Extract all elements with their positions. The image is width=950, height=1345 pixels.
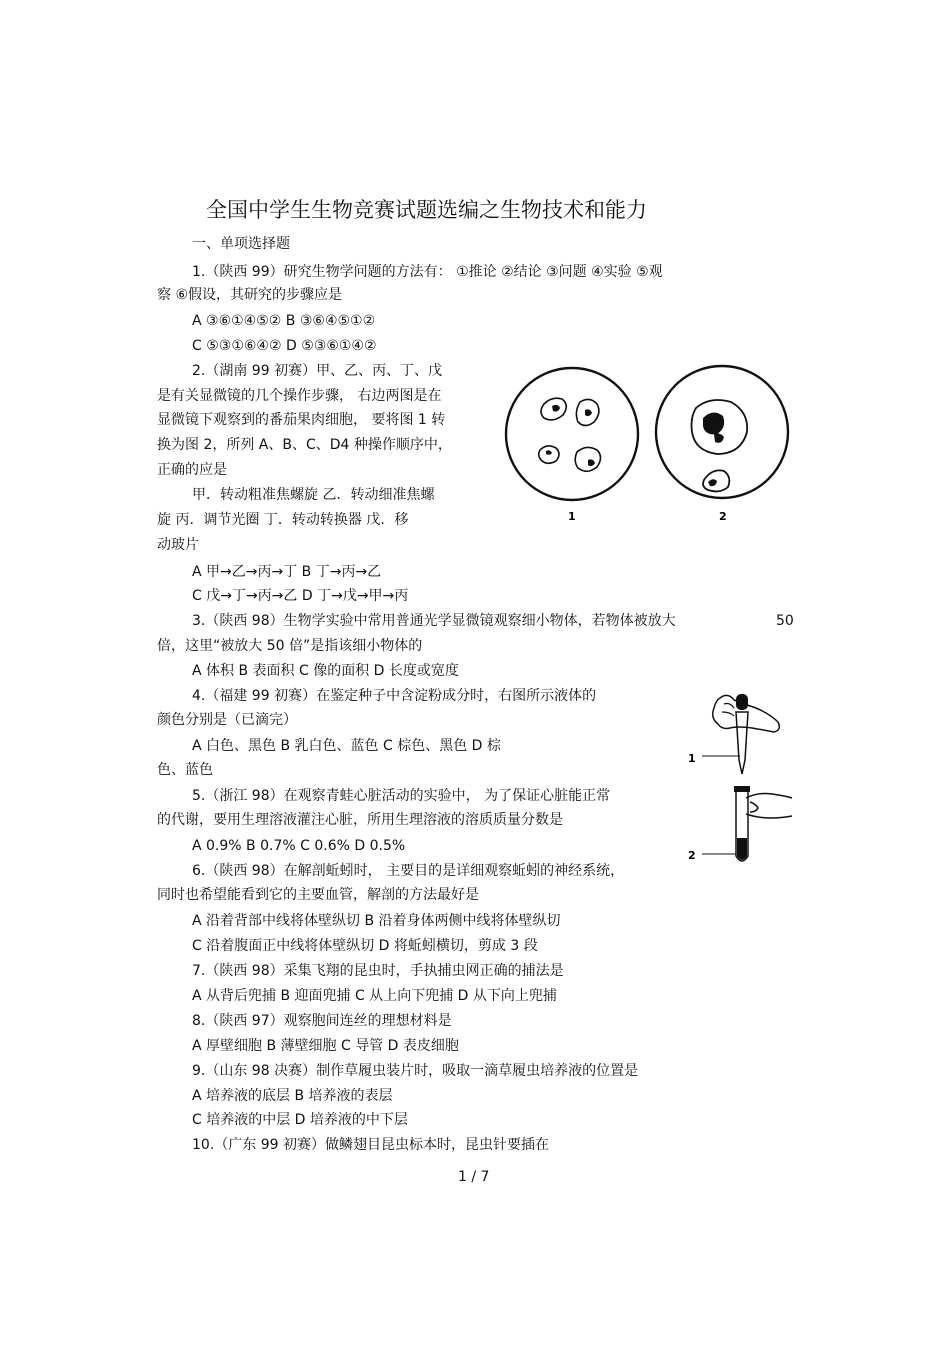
microscope-view-circle-1: [506, 368, 638, 500]
question-4-options: A 白色、黑色 B 乳白色、蓝色 C 棕色、黑色 D 棕: [192, 738, 501, 754]
question-2-line-1: 2.（湖南 99 初赛）甲、乙、丙、丁、戊: [192, 363, 443, 379]
page-title: 全国中学生生物竞赛试题选编之生物技术和能力: [206, 198, 647, 222]
question-4-options-cont: 色、蓝色: [157, 762, 213, 778]
question-2-line-5: 正确的应是: [157, 462, 227, 478]
question-6-line-2: 同时也希望能看到它的主要血管，解剖的方法最好是: [157, 887, 479, 903]
question-9-options-ab: A 培养液的底层 B 培养液的表层: [192, 1088, 393, 1104]
question-5-line-2: 的代谢，要用生理溶液灌注心脏，所用生理溶液的溶质质量分数是: [157, 812, 563, 828]
dropper-figure: [684, 690, 796, 870]
dropper-figure-label-2: 2: [688, 849, 696, 862]
question-4-line-2: 颜色分别是（已滴完）: [157, 712, 297, 728]
question-6-line-1: 6.（陕西 98）在解剖蚯蚓时， 主要目的是详细观察蚯蚓的神经系统，: [192, 863, 625, 879]
dropper-bulb: [736, 694, 748, 710]
question-5-options: A 0.9% B 0.7% C 0.6% D 0.5%: [192, 838, 406, 854]
question-5-line-1: 5.（浙江 98）在观察青蛙心脏活动的实验中， 为了保证心脏能正常: [192, 788, 611, 804]
question-2-steps-line-1: 甲．转动粗准焦螺旋 乙．转动细准焦螺: [192, 487, 435, 503]
dropper-figure-label-1: 1: [688, 752, 696, 765]
question-3-line-2: 倍，这里“被放大 50 倍”是指该细小物体的: [157, 638, 423, 654]
question-8-line-1: 8.（陕西 97）观察胞间连丝的理想材料是: [192, 1013, 452, 1029]
question-1-options-ab: A ③⑥①④⑤② B ③⑥④⑤①②: [192, 313, 376, 329]
question-1-options-cd: C ⑤③①⑥④② D ⑤③⑥①④②: [192, 338, 377, 354]
microscope-figure: [500, 362, 800, 527]
page-number: 1 / 7: [458, 1169, 490, 1185]
test-tube-liquid: [737, 838, 747, 860]
section-heading: 一、单项选择题: [192, 236, 290, 252]
question-2-line-3: 显微镜下观察到的番茄果肉细胞， 要将图 1 转: [157, 412, 446, 428]
question-1-line-1: 1.（陕西 99）研究生物学问题的方法有： ①推论 ②结论 ③问题 ④实验 ⑤观: [192, 264, 663, 280]
test-tube-rim: [734, 786, 750, 792]
question-3-line-1: 3.（陕西 98）生物学实验中常用普通光学显微镜观察细小物体，若物体被放大: [192, 613, 676, 629]
question-2-steps-line-3: 动玻片: [157, 537, 199, 553]
question-10-line-1: 10.（广东 99 初赛）做鳞翅目昆虫标本时，昆虫针要插在: [192, 1137, 549, 1153]
question-9-line-1: 9.（山东 98 决赛）制作草履虫装片时，吸取一滴草履虫培养液的位置是: [192, 1063, 639, 1079]
microscope-figure-label-1: 1: [568, 510, 576, 523]
question-2-options-ab: A 甲→乙→丙→丁 B 丁→丙→乙: [192, 564, 382, 580]
question-2-options-cd: C 戊→丁→丙→乙 D 丁→戊→甲→丙: [192, 588, 409, 604]
cell-4: [575, 447, 600, 471]
hand-2: [746, 794, 792, 819]
question-3-options: A 体积 B 表面积 C 像的面积 D 长度或宽度: [192, 663, 459, 679]
dropper-tube: [736, 712, 748, 774]
question-6-options-ab: A 沿着背部中线将体壁纵切 B 沿着身体两侧中线将体壁纵切: [192, 913, 561, 929]
question-6-options-cd: C 沿着腹面正中线将体壁纵切 D 将蚯蚓横切，剪成 3 段: [192, 938, 538, 954]
question-2-line-2: 是有关显微镜的几个操作步骤， 右边两图是在: [157, 388, 442, 404]
question-1-line-2: 察 ⑥假设，其研究的步骤应是: [157, 287, 343, 303]
microscope-view-circle-2: [656, 366, 788, 498]
question-7-options: A 从背后兜捕 B 迎面兜捕 C 从上向下兜捕 D 从下向上兜捕: [192, 988, 557, 1004]
question-3-line-1-end: 50: [776, 613, 794, 629]
question-4-line-1: 4.（福建 99 初赛）在鉴定种子中含淀粉成分时，右图所示液体的: [192, 688, 597, 704]
question-8-options: A 厚壁细胞 B 薄壁细胞 C 导管 D 表皮细胞: [192, 1038, 459, 1054]
question-7-line-1: 7.（陕西 98）采集飞翔的昆虫时，手执捕虫网正确的捕法是: [192, 963, 564, 979]
microscope-figure-label-2: 2: [719, 510, 727, 523]
question-2-line-4: 换为图 2，所列 A、B、C、D4 种操作顺序中，: [157, 437, 452, 453]
question-9-options-cd: C 培养液的中层 D 培养液的中下层: [192, 1112, 408, 1128]
question-2-steps-line-2: 旋 丙．调节光圈 丁．转动转换器 戊．移: [157, 512, 409, 528]
